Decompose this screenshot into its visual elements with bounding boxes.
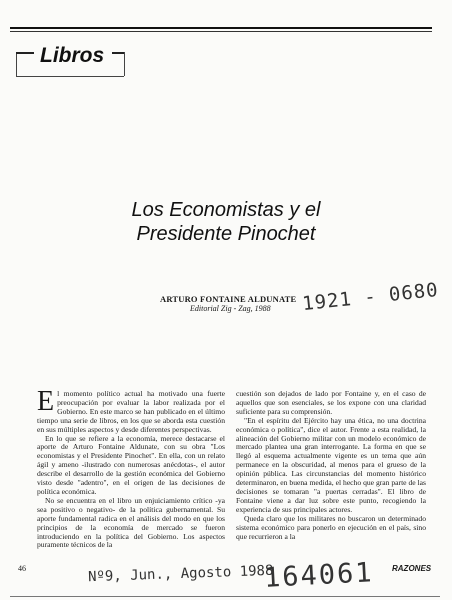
top-rule (10, 27, 432, 29)
paragraph: Queda claro que los militares no buscaron un determinado sistema económico para ponerlo en ejecución en el país, sino que recurrieron a la (236, 513, 426, 541)
top-rule-thin (10, 31, 432, 32)
section-title: Libros (40, 44, 105, 67)
section-frame-top-right (112, 52, 124, 54)
page-number: 46 (18, 564, 26, 573)
publisher: Editorial Zig - Zag, 1988 (190, 304, 271, 313)
author-name: ARTURO FONTAINE ALDUNATE (160, 294, 297, 304)
handwritten-code: 1921 - 0680 (301, 278, 440, 316)
column-right (236, 390, 426, 541)
magazine-name: RAZONES (392, 564, 432, 573)
paragraph: En lo que se refiere a la economía, merece destacarse el aporte de Arturo Fontaine Aldunate, con su obra "Los economistas y el Presidente Pinochet". En ella, con un relato ágil y ameno -ilustrado con numerosas anécdotas-, el autor describe el desarrollo de la gestión económica del Gobierno visto desde "adentro", en el origen de las decisiones de política económica. (37, 433, 225, 496)
paragraph: No se encuentra en el libro un enjuiciamiento crítico -ya sea positivo o negativo- de la política gubernamental. Su aporte fundamental radica en el análisis del modo en que los principios de la economía de mercado se fueron introduciendo en la política del Gobierno. Los aspectos puramente técnicos de la (37, 495, 225, 550)
section-frame-bottom (16, 76, 124, 77)
paragraph: "En el espíritu del Ejército hay una ética, no una doctrina económica o política", dice el autor. Frente a esta realidad, la alineación del Gobierno militar con un modelo económico de mercado plantea una gran interrogante. La forma en que se llegó al esquema actualmente vigente es un tema que aún permanece en la obscuridad, al menos para el grueso de la opinión pública. Las circunstancias del momento histórico determinaron, en buena medida, el hecho que gran parte de las decisiones se tomaran "a puertas cerradas". El libro de Fontaine viene a dar luz sobre este punto, recogiendo la experiencia de sus principales actores. (236, 415, 426, 514)
section-frame-top-left (16, 52, 34, 54)
paragraph (37, 386, 225, 435)
handwritten-date: Nº9, Jun., Agosto 1988 (87, 562, 274, 586)
paragraph-text: l momento político actual ha motivado una fuerte preocupación por evaluar la labor realizada por el Gobierno. En este marco se han publicado en el último tiempo una serie de libros, en los que se aborda esta cuestión en sus múltiples aspectos y desde diferentes perspectivas. (37, 389, 225, 434)
dropcap: E (37, 386, 55, 417)
bottom-rule (10, 596, 440, 597)
title-line-1: Los Economistas y el (131, 199, 321, 221)
handwritten-number: 164061 (263, 557, 375, 594)
column-left (37, 386, 225, 550)
section-frame-right (124, 52, 125, 76)
section-frame-left (16, 52, 17, 76)
title-line-2: Presidente Pinochet (136, 223, 316, 245)
paragraph: cuestión son dejados de lado por Fontaine y, en el caso de aquellos que son esenciales, se los expone con una claridad suficiente para su comprensión. (236, 389, 426, 416)
article-title (0, 198, 452, 246)
